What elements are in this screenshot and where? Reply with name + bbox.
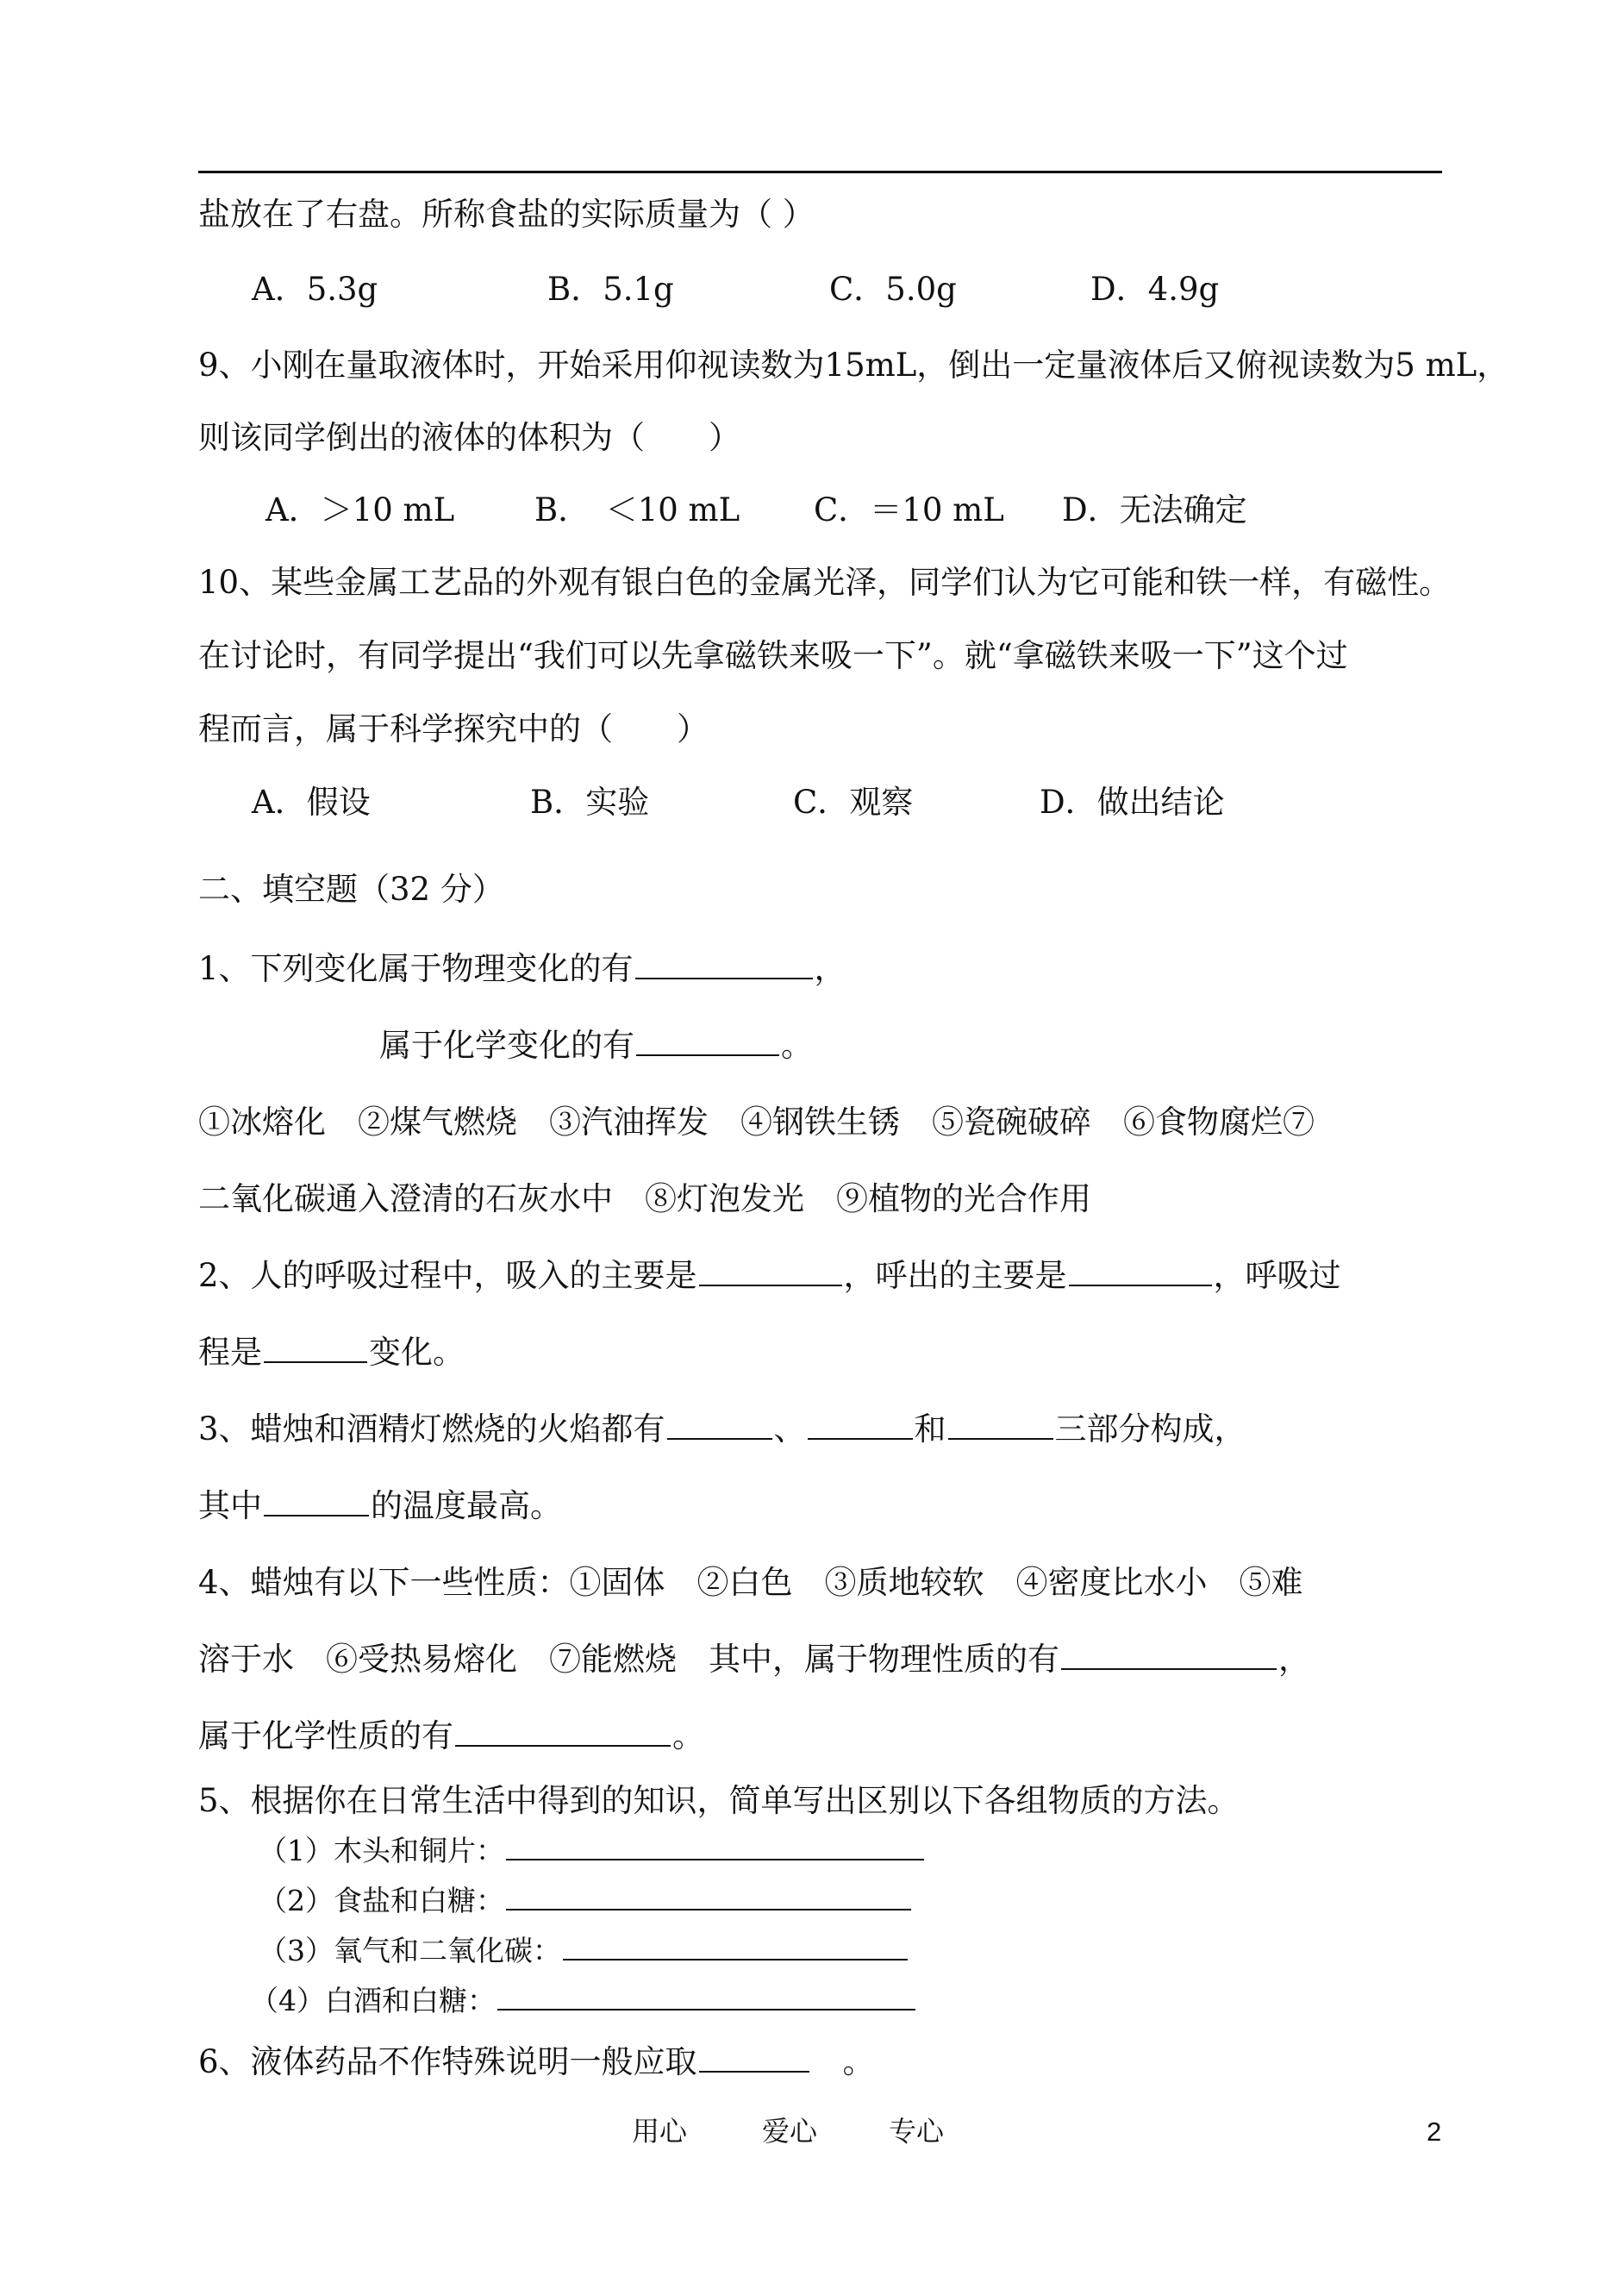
q9-option-b: B． ＜10 mL bbox=[534, 491, 740, 528]
q8-option-c: C．5.0g bbox=[829, 271, 957, 308]
fill-2-blank-change[interactable] bbox=[264, 1332, 367, 1363]
fill-4-line-1: 4、蜡烛有以下一些性质：①固体 ②白色 ③质地较软 ④密度比水小 ⑤难 bbox=[198, 1564, 1303, 1601]
fill-1-line-2 bbox=[379, 1025, 813, 1066]
fill-5-blank-3[interactable] bbox=[563, 1933, 908, 1960]
fill-5-blank-4[interactable] bbox=[497, 1983, 915, 2010]
fill-5-title: 5、根据你在日常生活中得到的知识，简单写出区别以下各组物质的方法。 bbox=[198, 1782, 1240, 1819]
footer-item-1: 用心 bbox=[632, 2115, 688, 2148]
fill-2-line-2 bbox=[198, 1332, 465, 1373]
fill-1-text-a: 1、下列变化属于物理变化的有 bbox=[198, 950, 634, 987]
fill-1-line-1 bbox=[198, 948, 846, 990]
header-rule bbox=[198, 171, 1442, 173]
fill-5-item-4-label: （4）白酒和白糖： bbox=[250, 1984, 496, 2017]
q8-continuation: 盐放在了右盘。所称食盐的实际质量为（ ） bbox=[198, 196, 815, 233]
fill-3-blank-4[interactable] bbox=[264, 1485, 369, 1516]
fill-4-blank-chemical[interactable] bbox=[455, 1716, 671, 1747]
fill-5-item-1 bbox=[259, 1832, 926, 1870]
fill-3-line-1 bbox=[198, 1409, 1246, 1450]
fill-2-line-1 bbox=[198, 1255, 1341, 1297]
fill-4-text-c: 属于化学性质的有 bbox=[198, 1717, 453, 1754]
fill-5-item-3-label: （3）氧气和二氧化碳： bbox=[259, 1934, 561, 1967]
section-2-title: 二、填空题（32 分） bbox=[198, 871, 504, 908]
footer-item-2: 爱心 bbox=[762, 2115, 818, 2148]
q8-option-a: A．5.3g bbox=[252, 271, 378, 308]
fill-1-period: 。 bbox=[781, 1027, 813, 1064]
fill-3-blank-2[interactable] bbox=[808, 1409, 913, 1440]
fill-5-blank-2[interactable] bbox=[506, 1883, 911, 1910]
fill-2-text-a: 2、人的呼吸过程中，吸入的主要是 bbox=[198, 1257, 697, 1294]
q10-line-1: 10、某些金属工艺品的外观有银白色的金属光泽，同学们认为它可能和铁一样，有磁性。 bbox=[198, 564, 1452, 601]
fill-1-list-line-2: 二氧化碳通入澄清的石灰水中 ⑧灯泡发光 ⑨植物的光合作用 bbox=[198, 1180, 1091, 1217]
fill-6-blank[interactable] bbox=[699, 2042, 809, 2073]
fill-3-blank-1[interactable] bbox=[667, 1409, 772, 1440]
fill-1-comma: ， bbox=[814, 950, 846, 987]
fill-2-text-c: ，呼吸过 bbox=[1213, 1257, 1341, 1294]
fill-4-line-2 bbox=[198, 1639, 1310, 1680]
fill-3-text-b: 、 bbox=[773, 1410, 806, 1448]
q9-line-1: 9、小刚在量取液体时，开始采用仰视读数为15mL，倒出一定量液体后又俯视读数为5 mL， bbox=[198, 347, 1509, 384]
fill-6-text: 6、液体药品不作特殊说明一般应取 bbox=[198, 2043, 697, 2080]
fill-2-text-d: 程是 bbox=[198, 1334, 262, 1371]
fill-3-text-e: 其中 bbox=[198, 1487, 262, 1524]
q8-option-b: B．5.1g bbox=[547, 271, 674, 308]
fill-2-blank-inhale[interactable] bbox=[699, 1255, 842, 1286]
q10-option-b: B．实验 bbox=[530, 784, 650, 821]
fill-5-item-1-label: （1）木头和铜片： bbox=[259, 1834, 504, 1867]
q10-option-a: A．假设 bbox=[252, 784, 371, 821]
fill-3-text-d: 三部分构成， bbox=[1054, 1410, 1246, 1448]
fill-3-text-f: 的温度最高。 bbox=[371, 1487, 562, 1524]
fill-4-comma: ， bbox=[1278, 1641, 1310, 1678]
fill-3-line-2 bbox=[198, 1485, 562, 1527]
fill-1-blank-chemical[interactable] bbox=[636, 1025, 779, 1056]
fill-5-item-2-label: （2）食盐和白糖： bbox=[259, 1884, 504, 1917]
fill-2-text-e: 变化。 bbox=[369, 1334, 465, 1371]
fill-3-text-c: 和 bbox=[914, 1410, 946, 1448]
q10-option-c: C．观察 bbox=[793, 784, 914, 821]
fill-6-period: 。 bbox=[810, 2043, 875, 2080]
q10-line-2: 在讨论时，有同学提出“我们可以先拿磁铁来吸一下”。就“拿磁铁来吸一下”这个过 bbox=[198, 637, 1348, 674]
fill-1-list-line-1: ①冰熔化 ②煤气燃烧 ③汽油挥发 ④钢铁生锈 ⑤瓷碗破碎 ⑥食物腐烂⑦ bbox=[198, 1104, 1315, 1141]
fill-2-text-b: ，呼出的主要是 bbox=[843, 1257, 1067, 1294]
fill-3-blank-3[interactable] bbox=[948, 1409, 1053, 1440]
q9-option-c: C．＝10 mL bbox=[814, 491, 1004, 528]
q10-line-3: 程而言，属于科学探究中的（ ） bbox=[198, 710, 709, 747]
fill-4-text-b: 溶于水 ⑥受热易熔化 ⑦能燃烧 其中，属于物理性质的有 bbox=[198, 1641, 1059, 1678]
fill-3-text-a: 3、蜡烛和酒精灯燃烧的火焰都有 bbox=[198, 1410, 665, 1448]
fill-5-item-2 bbox=[259, 1882, 913, 1920]
fill-5-blank-1[interactable] bbox=[506, 1833, 924, 1860]
q8-option-d: D．4.9g bbox=[1090, 271, 1220, 308]
q9-line-2: 则该同学倒出的液体的体积为（ ） bbox=[198, 419, 740, 456]
footer-item-3: 专心 bbox=[889, 2115, 945, 2148]
q10-option-d: D．做出结论 bbox=[1040, 784, 1225, 821]
fill-5-item-3 bbox=[259, 1932, 909, 1970]
fill-6-line bbox=[198, 2042, 875, 2083]
fill-4-period: 。 bbox=[672, 1717, 704, 1754]
q9-option-a: A．＞10 mL bbox=[265, 491, 455, 528]
fill-1-blank-physical[interactable] bbox=[635, 948, 813, 979]
fill-5-item-4 bbox=[250, 1982, 917, 2020]
fill-1-text-b: 属于化学变化的有 bbox=[379, 1027, 634, 1064]
q9-option-d: D．无法确定 bbox=[1062, 491, 1247, 528]
fill-4-line-3 bbox=[198, 1716, 704, 1757]
fill-2-blank-exhale[interactable] bbox=[1069, 1255, 1212, 1286]
page-number: 2 bbox=[1427, 2117, 1442, 2147]
fill-4-blank-physical[interactable] bbox=[1061, 1639, 1277, 1670]
